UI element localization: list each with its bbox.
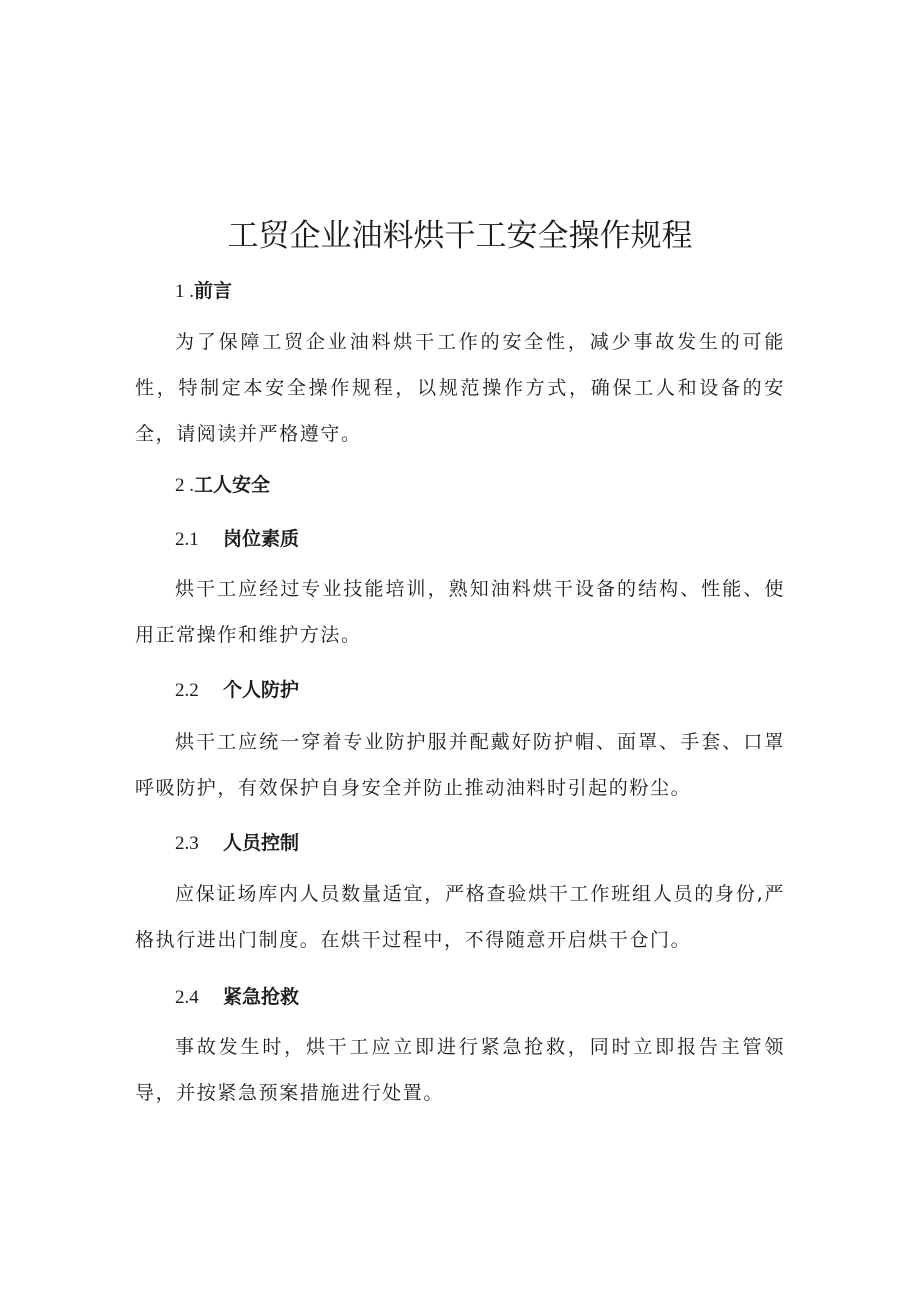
subsection-paragraph-2-4: 事故发生时，烘干工应立即进行紧急抢救，同时立即报告主管领导，并按紧急预案措施进行处置。: [135, 1036, 785, 1104]
subsection-title: 紧急抢救: [223, 986, 300, 1008]
section-title: 前言: [194, 280, 233, 302]
subsection-number: 2.4: [175, 987, 199, 1008]
section-number: 1 .: [175, 281, 194, 302]
subsection-heading-2-4: [175, 984, 299, 1011]
subsection-title: 岗位素质: [223, 528, 300, 550]
subsection-title: 人员控制: [223, 832, 300, 854]
section-title: 工人安全: [194, 474, 271, 496]
subsection-heading-2-3: [175, 830, 299, 857]
section-heading-2: [175, 472, 270, 499]
document-title: 工贸企业油料烘干工安全操作规程: [227, 218, 693, 254]
section-paragraph-1: 为了保障工贸企业油料烘干工作的安全性，减少事故发生的可能性，特制定本安全操作规程，以规范操作方式，确保工人和设备的安全，请阅读并严格遵守。: [135, 331, 785, 445]
section-heading-1: [175, 278, 232, 305]
subsection-heading-2-2: [175, 677, 299, 704]
subsection-number: 2.3: [175, 833, 199, 854]
section-number: 2 .: [175, 475, 194, 496]
subsection-title: 个人防护: [223, 679, 300, 701]
subsection-paragraph-2-3: 应保证场库内人员数量适宜，严格查验烘干工作班组人员的身份,严格执行进出门制度。在烘干过程中，不得随意开启烘干仓门。: [135, 883, 785, 951]
subsection-number: 2.2: [175, 680, 199, 701]
subsection-paragraph-2-1: 烘干工应经过专业技能培训，熟知油料烘干设备的结构、性能、使用正常操作和维护方法。: [135, 578, 785, 646]
subsection-heading-2-1: [175, 526, 299, 553]
subsection-number: 2.1: [175, 529, 199, 550]
subsection-paragraph-2-2: 烘干工应统一穿着专业防护服并配戴好防护帽、面罩、手套、口罩呼吸防护，有效保护自身安全并防止推动油料时引起的粉尘。: [135, 731, 785, 799]
